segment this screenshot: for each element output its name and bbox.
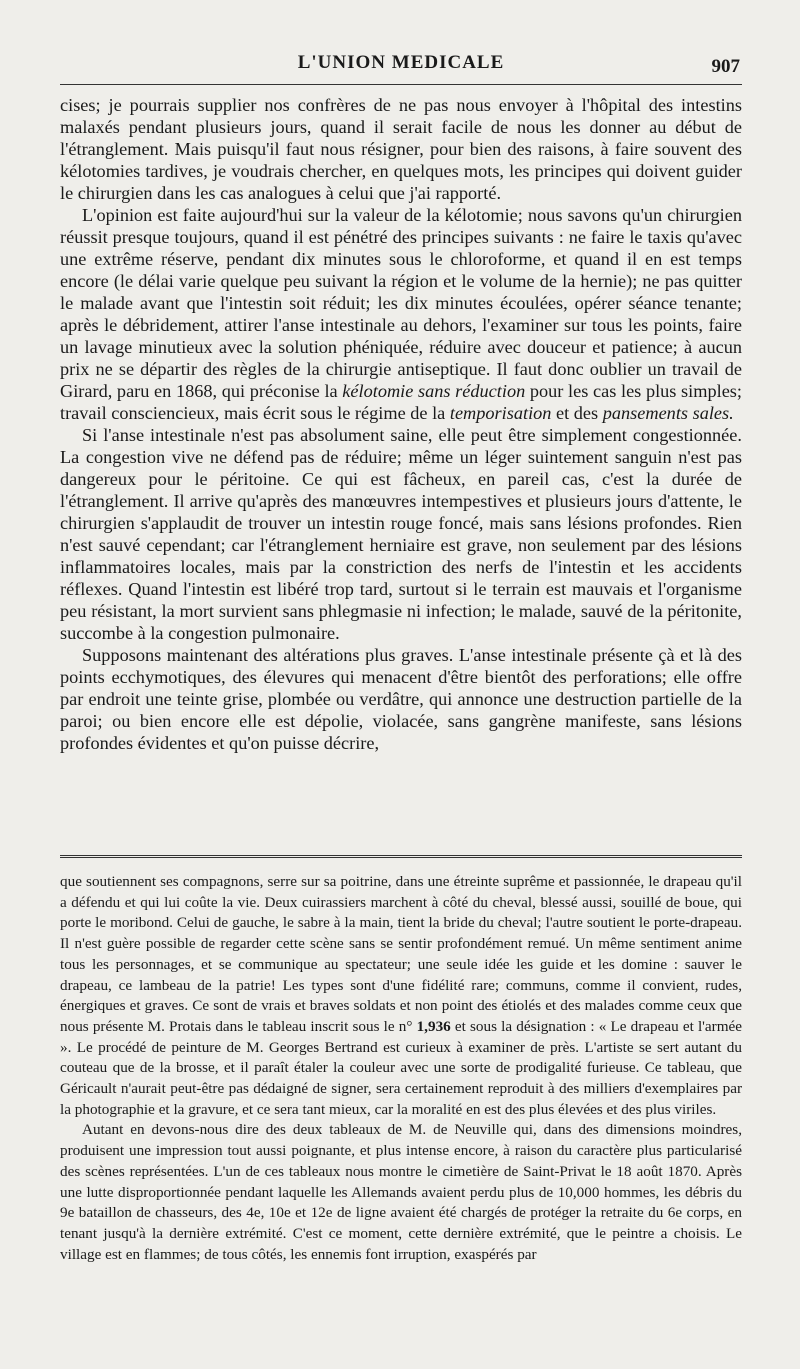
- note-paragraph-2: Autant en devons-nous dire des deux tableaux de M. de Neuville qui, dans des dimensions moindres, produisent une impression tout aussi poignante, et plus intense encore, à raison du caractère plus particularisé des scènes représentées. L'un de ces tableaux nous montre le cimetière de Saint-Privat le 18 août 1870. Après une lutte disproportionnée pendant laquelle les Allemands avaient perdu plus de 10,000 hommes, les débris du 9e bataillon de chasseurs, des 4e, 10e et 12e de ligne avaient été chargés de protéger la retraite du 6e corps, en tenant jusqu'à la dernière extrémité. C'est ce moment, cette dernière extrémité, que le peintre a choisis. Le village est en flammes; de tous côtés, les ennemis font irruption, exaspérés par: [60, 1121, 742, 1263]
- emphasis-pansements: pansements sales.: [602, 403, 734, 423]
- paragraph-2: [60, 204, 742, 424]
- paragraph-2-text-b: pour les cas les plus simples; travail consciencieux, mais écrit sous le régime de la: [60, 381, 743, 423]
- header-rule: [60, 84, 742, 85]
- footnote-separator: [60, 855, 742, 858]
- note-1-text-a: que soutiennent ses compagnons, serre sur sa poitrine, dans une étreinte suprême et passionnée, le drapeau qu'il a défendu et qui lui coûte la vie. Deux cuirassiers marchent à côté du cheval, blessé aussi, souillé de boue, qui porte le moribond. Celui de gauche, le sabre à la main, tient la bride du cheval; l'autre soutient le porte-drapeau. Il n'est guère possible de regarder cette scène sans se sentir profondément remué. Un même sentiment anime tous les personnages, et se communique au spectateur; une seule idée les guide et les domine : sauver le drapeau, ce lambeau de la patrie! Les types sont d'une fidélité rare; communs, comme il convient, rudes, énergiques et graves. Ce sont de vrais et braves soldats et non point des étiolés et des malades comme ceux que nous présente M. Protais dans le tableau inscrit sous le n°: [60, 873, 742, 1035]
- note-1-text-b: et sous la désignation : « Le drapeau et l'armée ». Le procédé de peinture de M. Georges Bertrand est curieux à examiner de près. L'artiste se sert autant du couteau que de la brosse, et il paraît étaler la couleur avec une sorte de prodigalité furieuse. Ce tableau, que Géricault n'aurait peut-être pas dédaigné de signer, sera certainement reproduit à des milliers d'exemplaires par la photographie et la gravure, et ce sera tant mieux, car la moralité en est des plus élevées et des plus viriles.: [60, 1017, 743, 1118]
- paragraph-4: Supposons maintenant des altérations plus graves. L'anse intestinale présente çà et là des points ecchymotiques, des élevures qui menacent d'être bientôt des perforations; elle offre par endroit une teinte grise, plombée ou verdâtre, qui annonce une destruction partielle de la paroi; ou bien encore elle est dépolie, violacée, sans gangrène manifeste, sans lésions profondes évidentes et qu'on puisse décrire,: [60, 645, 742, 753]
- paragraph-3: Si l'anse intestinale n'est pas absolument saine, elle peut être simplement congestionnée. La congestion vive ne défend pas de réduire; même un léger suintement sanguin n'est pas dangereux pour le péritoine. Ce qui est fâcheux, en pareil cas, c'est la durée de l'étranglement. Il arrive qu'après des manœuvres intempestives et plusieurs jours d'attente, le chirurgien s'applaudit de trouver un intestin rouge foncé, mais sans lésions profondes. Rien n'est sauvé cependant; car l'étranglement herniaire est grave, non seulement par des lésions inflammatoires locales, mais par la constriction des nerfs de l'intestin et les accidents réflexes. Quand l'intestin est libéré trop tard, surtout si le terrain est mauvais et l'organisme peu résistant, la mort survient sans phlegmasie ni infection; le malade, sauvé de la péritonite, succombe à la congestion pulmonaire.: [60, 425, 742, 643]
- paragraph-1: cises; je pourrais supplier nos confrères de ne pas nous envoyer à l'hôpital des intestins malaxés pendant plusieurs jours, quand il serait facile de nous les donner au début de l'étranglement. Mais puisqu'il faut nous résigner, pour bien des raisons, à faire souvent des kélotomies tardives, je voudrais chercher, en quelques mots, les principes qui doivent guider le chirurgien dans les cas analogues à celui que j'ai rapporté.: [60, 95, 742, 203]
- paragraph-2-text-a: L'opinion est faite aujourd'hui sur la valeur de la kélotomie; nous savons qu'un chirurgien réussit presque toujours, quand il est pénétré des principes suivants : ne faire le taxis qu'avec une extrême réserve, pendant dix minutes sous le chloroforme, et quand il en est temps encore (le délai varie quelque peu suivant la région et le volume de la hernie); ne pas quitter le malade avant que l'intestin soit réduit; les dix minutes écoulées, opérer séance tenante; après le débridement, attirer l'anse intestinale au dehors, l'examiner sur tous les points, faire un lavage minutieux avec la solution phéniquée, réduire avec douceur et patience; à aucun prix ne se départir des règles de la chirurgie antiseptique. Il faut donc oublier un travail de Girard, paru en 1868, qui préconise la: [60, 205, 742, 401]
- note-paragraph-1: [60, 872, 742, 1120]
- running-title: L'UNION MEDICALE: [297, 52, 505, 73]
- main-text: [60, 94, 742, 754]
- paragraph-2-text-c: et des: [551, 403, 603, 423]
- note-1-number: 1,936: [416, 1017, 451, 1035]
- page-header: [60, 50, 742, 80]
- emphasis-kelotomie: kélotomie sans réduction: [342, 381, 526, 401]
- emphasis-temporisation: temporisation: [449, 403, 552, 423]
- footnote-text: [60, 872, 742, 1265]
- page-number: 907: [711, 56, 740, 77]
